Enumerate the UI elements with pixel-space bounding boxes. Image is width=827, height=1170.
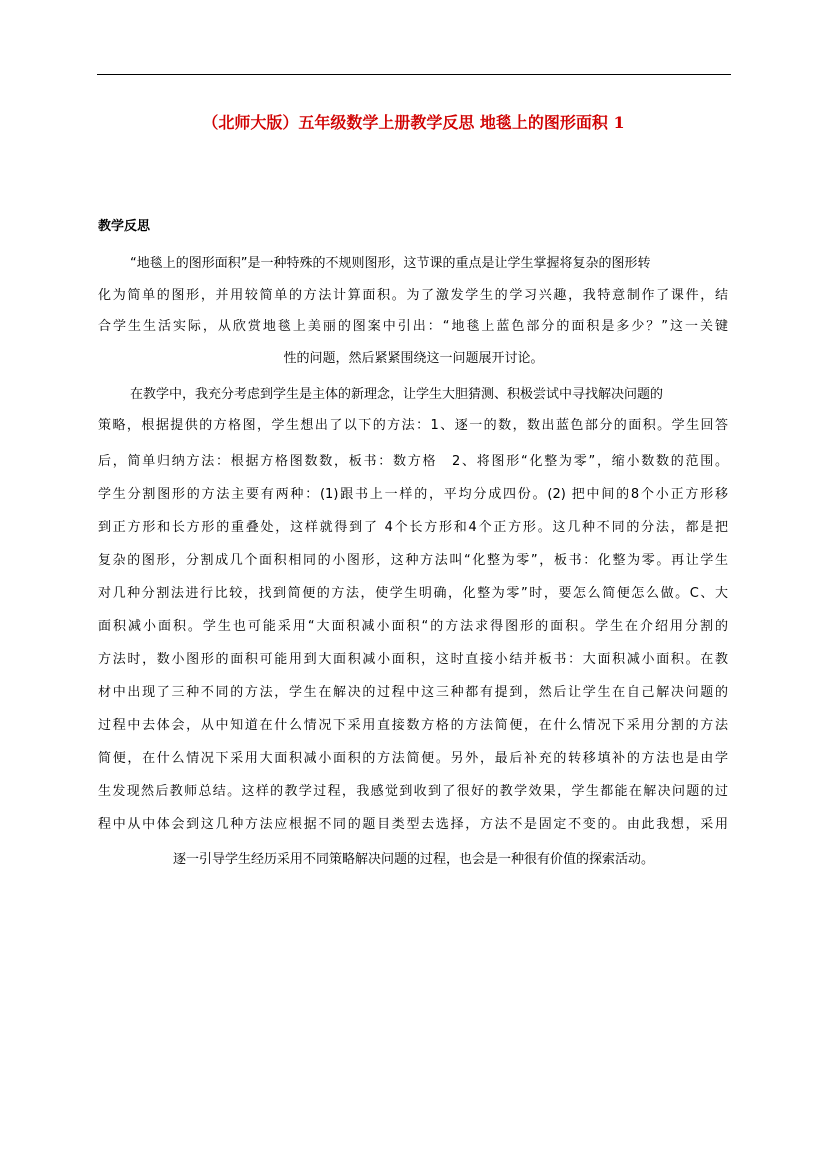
paragraph-line: 在教学中，我充分考虑到学生是主体的新理念，让学生大胆猜测、积极尝试中寻找解决问题的 — [130, 387, 664, 402]
document-title: （北师大版）五年级数学上册教学反思 地毯上的图形面积 1 — [202, 113, 625, 132]
paragraph-line: 简便，在什么情况下采用大面积减小面积的方法简便。另外，最后补充的转移填补的方法也是由学 — [98, 751, 728, 766]
paragraph-line: 方法时，数小图形的面积可能用到大面积减小面积，这时直接小结并板书：大面积减小面积。在教 — [98, 652, 728, 667]
paragraph-line: 逐一引导学生经历采用不同策略解决问题的过程，也会是一种很有价值的探索活动。 — [172, 852, 654, 867]
paragraph-line: 程中从中体会到这几种方法应根据不同的题目类型去选择，方法不是固定不变的。由此我想，采用 — [98, 817, 728, 832]
section-heading: 教学反思 — [98, 219, 151, 234]
paragraph-line: 材中出现了三种不同的方法，学生在解决的过程中这三种都有提到，然后让学生在自己解决问题的 — [98, 685, 728, 700]
paragraph-line: 复杂的图形，分割成几个面积相同的小图形，这种方法叫“化整为零”，板书：化整为零。再让学生 — [98, 553, 728, 568]
paragraph-line: 合学生生活实际，从欣赏地毯上美丽的图案中引出：“地毯上蓝色部分的面积是多少？”这一关键 — [98, 319, 728, 334]
paragraph-line: 对几种分割法进行比较，找到简便的方法，使学生明确，化整为零”时，要怎么简便怎么做。C、大 — [98, 586, 728, 601]
paragraph-line: 学生分割图形的方法主要有两种：(1)跟书上一样的，平均分成四份。(2) 把中间的8个小正方形移 — [98, 487, 728, 502]
paragraph-line: “地毯上的图形面积”是一种特殊的不规则图形，这节课的重点是让学生掌握将复杂的图形转 — [130, 256, 651, 271]
paragraph-line: 策略，根据提供的方格图，学生想出了以下的方法：1、逐一的数，数出蓝色部分的面积。学生回答 — [98, 418, 728, 433]
paragraph-line: 面积减小面积。学生也可能采用“大面积减小面积“的方法求得图形的面积。学生在介绍用分割的 — [98, 619, 728, 634]
paragraph-line: 生发现然后教师总结。这样的教学过程，我感觉到收到了很好的教学效果，学生都能在解决问题的过 — [98, 784, 728, 799]
paragraph-line: 化为简单的图形，并用较简单的方法计算面积。为了激发学生的学习兴趣，我特意制作了课件，结 — [98, 288, 728, 303]
paragraph-line: 过程中去体会，从中知道在什么情况下采用直接数方格的方法简便，在什么情况下采用分割的方法 — [98, 718, 728, 733]
paragraph-line: 后，简单归纳方法：根据方格图数数，板书：数方格 2、将图形“化整为零”，缩小数数的范围。 — [98, 454, 728, 469]
paragraph-line: 性的问题，然后紧紧围绕这一问题展开讨论。 — [283, 351, 544, 366]
header-rule — [97, 74, 731, 75]
paragraph-line: 到正方形和长方形的重叠处，这样就得到了 4个长方形和4个正方形。这几种不同的分法，都是把 — [98, 520, 728, 535]
